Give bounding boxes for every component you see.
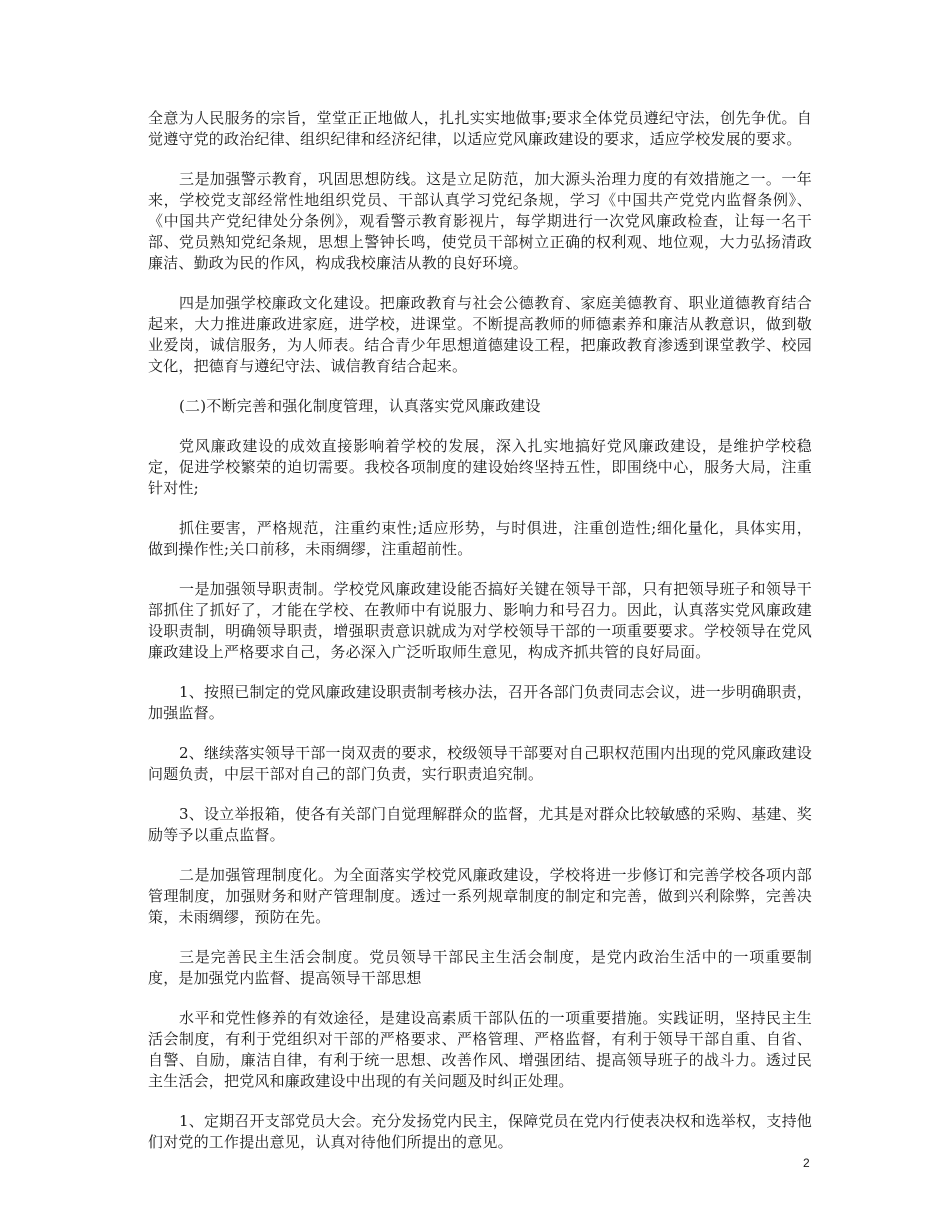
page-number: 2 bbox=[803, 1156, 810, 1170]
list-item: 1、定期召开支部党员大会。充分发扬党内民主，保障党员在党内行使表决权和选举权，支持他们对党的工作提出意见，认真对待他们所提出的意见。 bbox=[148, 1112, 812, 1151]
paragraph: 抓住要害，严格规范，注重约束性;适应形势，与时俱进，注重创造性;细化量化，具体实用，做到操作性;关口前移，未雨绸缪，注重超前性。 bbox=[148, 519, 812, 558]
section-heading: (二)不断完善和强化制度管理，认真落实党风廉政建设 bbox=[179, 397, 541, 415]
paragraph: 三是完善民主生活会制度。党员领导干部民主生活会制度，是党内政治生活中的一项重要制度，是加强党内监督、提高领导干部思想 bbox=[148, 948, 812, 987]
list-item: 3、设立举报箱，使各有关部门自觉理解群众的监督，尤其是对群众比较敏感的采购、基建、奖励等予以重点监督。 bbox=[148, 805, 812, 844]
list-item: 2、继续落实领导干部一岗双责的要求，校级领导干部要对自己职权范围内出现的党风廉政建设问题负责，中层干部对自己的部门负责，实行职责追究制。 bbox=[148, 744, 812, 783]
paragraph: 三是加强警示教育，巩固思想防线。这是立足防范，加大源头治理力度的有效措施之一。一年来，学校党支部经常性地组织党员、干部认真学习党纪条规，学习《中国共产党党内监督条例》、《中国共产党纪律处分条例》，观看警示教育影视片，每学期进行一次党风廉政检查，让每一名干部、党员熟知党纪条规，思想上警钟长鸣，使党员干部树立正确的权利观、地位观，大力弘扬清政廉洁、勤政为民的作风，构成我校廉洁从教的良好环境。 bbox=[148, 170, 812, 272]
paragraph: 四是加强学校廉政文化建设。把廉政教育与社会公德教育、家庭美德教育、职业道德教育结合起来，大力推进廉政进家庭，进学校，进课堂。不断提高教师的师德素养和廉洁从教意识，做到敬业爱岗，诚信服务，为人师表。结合青少年思想道德建设工程，把廉政教育渗透到课堂教学、校园文化，把德育与遵纪守法、诚信教育结合起来。 bbox=[148, 294, 812, 375]
paragraph: 二是加强管理制度化。为全面落实学校党风廉政建设，学校将进一步修订和完善学校各项内部管理制度，加强财务和财产管理制度。透过一系列规章制度的制定和完善，做到兴利除弊，完善决策，未雨绸缪，预防在先。 bbox=[148, 866, 812, 926]
page-body bbox=[148, 108, 812, 1172]
paragraph: 一是加强领导职责制。学校党风廉政建设能否搞好关键在领导干部，只有把领导班子和领导干部抓住了抓好了，才能在学校、在教师中有说服力、影响力和号召力。因此，认真落实党风廉政建设职责制，明确领导职责，增强职责意识就成为对学校领导干部的一项重要要求。学校领导在党风廉政建设上严格要求自己，务必深入广泛听取师生意见，构成齐抓共管的良好局面。 bbox=[148, 580, 812, 661]
paragraph: 水平和党性修养的有效途径，是建设高素质干部队伍的一项重要措施。实践证明，坚持民主生活会制度，有利于党组织对干部的严格要求、严格管理、严格监督，有利于领导干部自重、自省、自警、自励，廉洁自律，有利于统一思想、改善作风、增强团结、提高领导班子的战斗力。透过民主生活会，把党风和廉政建设中出现的有关问题及时纠正处理。 bbox=[148, 1009, 812, 1090]
paragraph: 党风廉政建设的成效直接影响着学校的发展，深入扎实地搞好党风廉政建设，是维护学校稳定，促进学校繁荣的迫切需要。我校各项制度的建设始终坚持五性，即围绕中心，服务大局，注重针对性; bbox=[148, 437, 812, 497]
list-item: 1、按照已制定的党风廉政建设职责制考核办法，召开各部门负责同志会议，进一步明确职责，加强监督。 bbox=[148, 683, 812, 722]
paragraph: 全意为人民服务的宗旨，堂堂正正地做人，扎扎实实地做事;要求全体党员遵纪守法，创先争优。自觉遵守党的政治纪律、组织纪律和经济纪律，以适应党风廉政建设的要求，适应学校发展的要求。 bbox=[148, 109, 812, 148]
